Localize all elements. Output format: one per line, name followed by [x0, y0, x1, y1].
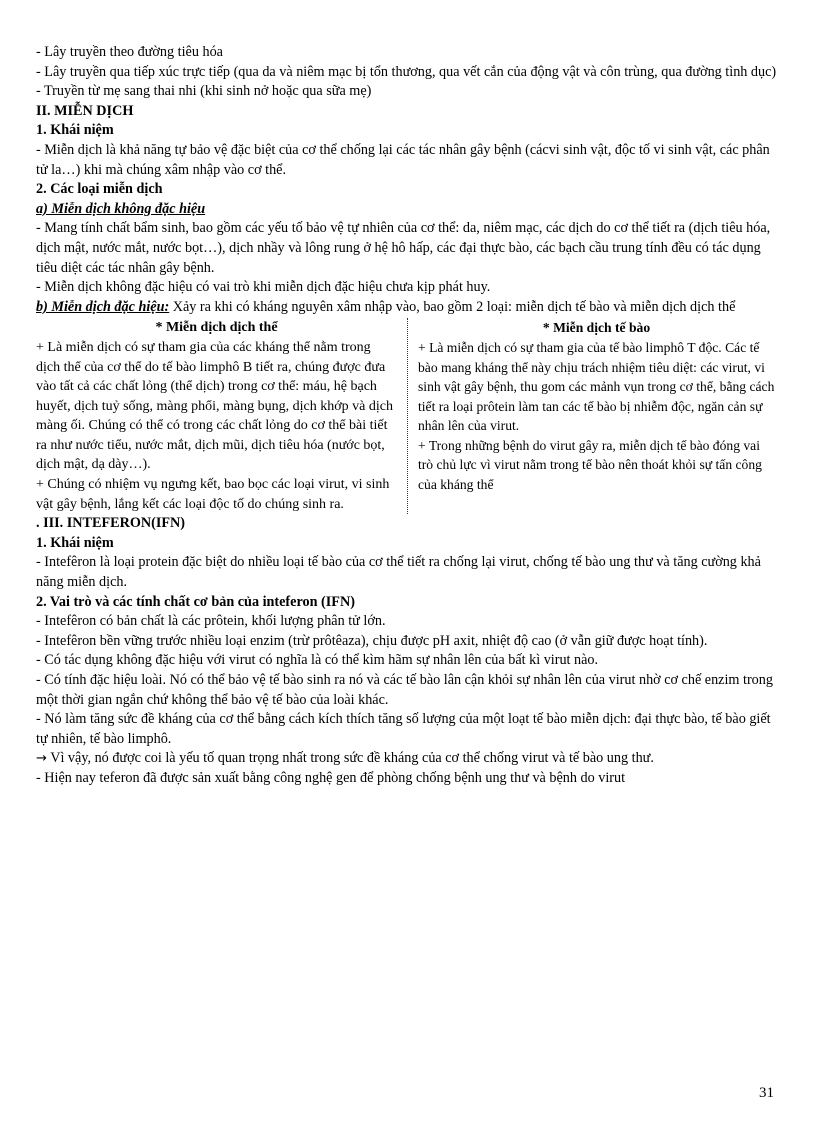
- cellular-immunity-para-2: + Trong những bệnh do virut gây ra, miễn dịch tế bào đóng vai trò chủ lực vì virut nằm trong tế bào nên thoát khỏi sự tấn công của kháng thể: [418, 437, 762, 493]
- interferon-item-5: - Nó làm tăng sức đề kháng của cơ thể bằng cách kích thích tăng số lượng của một loạt tế bào miễn dịch: đại thực bào, tế bào giết tự nhiên, tế bào limphô.: [36, 711, 771, 747]
- interferon-item-2: - Intefêron bền vững trước nhiều loại enzim (trừ prôtêaza), chịu được pH axit, nhiệt độ cao (ở vẫn giữ được hoạt tính).: [36, 632, 708, 649]
- specific-immunity-paragraph: [36, 298, 781, 318]
- interferon-item-1: - Intefêron có bản chất là các prôtein, khối lượng phân tử lớn.: [36, 613, 386, 630]
- specific-immunity-text: Xảy ra khi có kháng nguyên xâm nhập vào, bao gồm 2 loại: miễn dịch tế bào và miễn dịch dịch thể: [169, 298, 736, 315]
- interferon-last-line: - Hiện nay teferon đã được sản xuất bằng công nghệ gen để phòng chống bệnh ung thư và bệnh do virut: [36, 769, 626, 786]
- cellular-immunity-column: [408, 318, 781, 514]
- right-arrow-icon: →: [36, 751, 47, 767]
- humoral-immunity-title: * Miễn dịch dịch thể: [155, 320, 278, 336]
- humoral-immunity-column: [36, 318, 408, 514]
- intro-line-1: - Lây truyền theo đường tiêu hóa: [36, 44, 223, 60]
- specific-immunity-title: b) Miễn dịch đặc hiệu:: [36, 298, 170, 315]
- intro-line-2: - Lây truyền qua tiếp xúc trực tiếp (qua da và niêm mạc bị tổn thương, qua vết cắn của động vật và côn trùng, qua đường tình dục): [36, 63, 777, 80]
- intro-line-3: - Truyền từ mẹ sang thai nhi (khi sinh nở hoặc qua sữa mẹ): [36, 83, 372, 100]
- interferon-conclusion: [36, 749, 781, 769]
- section-3-title: . III. INTEFERON(IFN): [36, 515, 185, 532]
- interferon-item-3: - Có tác dụng không đặc hiệu với virut có nghĩa là có thể kìm hãm sự nhân lên của bất kì virut nào.: [36, 652, 599, 669]
- cellular-immunity-title: * Miễn dịch tế bào: [542, 320, 651, 336]
- nonspecific-immunity-title: a) Miễn dịch không đặc hiệu: [36, 200, 206, 217]
- section-2-title: II. MIỄN DỊCH: [36, 102, 134, 119]
- interferon-conclusion-text: Vì vậy, nó được coi là yếu tố quan trọng nhất trong sức đề kháng của cơ thể chống virut và tế bào ung thư.: [46, 750, 654, 767]
- immunity-comparison-columns: [36, 318, 781, 514]
- section-3-sub2-title: 2. Vai trò và các tính chất cơ bản của inteferon (IFN): [36, 593, 355, 610]
- cellular-immunity-para-1: + Là miễn dịch có sự tham gia của tế bào limphô T độc. Các tế bào mang kháng thể này chịu trách nhiệm tiêu diệt: các virut, vi sinh vật gây bệnh, thu gom các mảnh vụn trong cơ thể, bằng cách tiết ra loại prôtein làm tan các tế bào bị nhiễm độc, ngăn cản sự nhân lên của virut.: [418, 339, 775, 434]
- nonspecific-immunity-text-2: - Miễn dịch không đặc hiệu có vai trò khi miễn dịch đặc hiệu chưa kịp phát huy.: [36, 279, 491, 296]
- humoral-immunity-para-1: + Là miễn dịch có sự tham gia của các kháng thể nằm trong dịch thể của cơ thể do tế bào limphô B tiết ra, chúng được đưa vào tất cả các chất lỏng (thể dịch) trong cơ thể: máu, hệ bạch huyết, dịch tuỷ sống, màng phổi, màng bụng, dịch khớp và dịch màng ối. Chúng có thể có trong các chất lỏng do cơ thể bài tiết ra như nước tiểu, nước mắt, dịch mũi, dịch tiêu hóa (nước bọt, dịch mật, dạ dày…).: [36, 339, 393, 473]
- section-2-sub2-title: 2. Các loại miễn dịch: [36, 181, 163, 198]
- section-2-sub1-title: 1. Khái niệm: [36, 122, 114, 139]
- interferon-item-4: - Có tính đặc hiệu loài. Nó có thể bảo vệ tế bào sinh ra nó và các tế bào lân cận khỏi sự nhân lên của virut nhờ cơ chế enzim trong một thời gian ngắn chứ không thể bảo vệ tế bào của loài khác.: [36, 672, 773, 708]
- page-number: 31: [759, 1085, 774, 1101]
- section-2-sub1-text: - Miễn dịch là khả năng tự bảo vệ đặc biệt của cơ thể chống lại các tác nhân gây bệnh (cácvi sinh vật, độc tố vi sinh vật, các phân tử la…) khi mà chúng xâm nhập vào cơ thể.: [36, 141, 770, 178]
- section-3-sub1-title: 1. Khái niệm: [36, 534, 114, 551]
- section-3-sub1-text: - Intefêron là loại protein đặc biệt do nhiều loại tế bào của cơ thể tiết ra chống lại virut, chống tế bào ung thư và tăng cường khả năng miễn dịch.: [36, 554, 761, 591]
- nonspecific-immunity-text-1: - Mang tính chất bẩm sinh, bao gồm các yếu tố bảo vệ tự nhiên của cơ thể: da, niêm mạc, các dịch do cơ thể tiết ra (dịch tiêu hóa, dịch mật, nước mắt, nước bọt…), dịch nhầy và lông rung ở hệ hô hấp, các đại thực bào, các bạch cầu trung tính đều có tác dụng tiêu diệt các tác nhân gây bệnh.: [36, 220, 771, 276]
- page-content: [36, 43, 781, 789]
- humoral-immunity-para-2: + Chúng có nhiệm vụ ngưng kết, bao bọc các loại virut, vi sinh vật gây bệnh, lắng kết các loại độc tố do chúng sinh ra.: [36, 477, 390, 512]
